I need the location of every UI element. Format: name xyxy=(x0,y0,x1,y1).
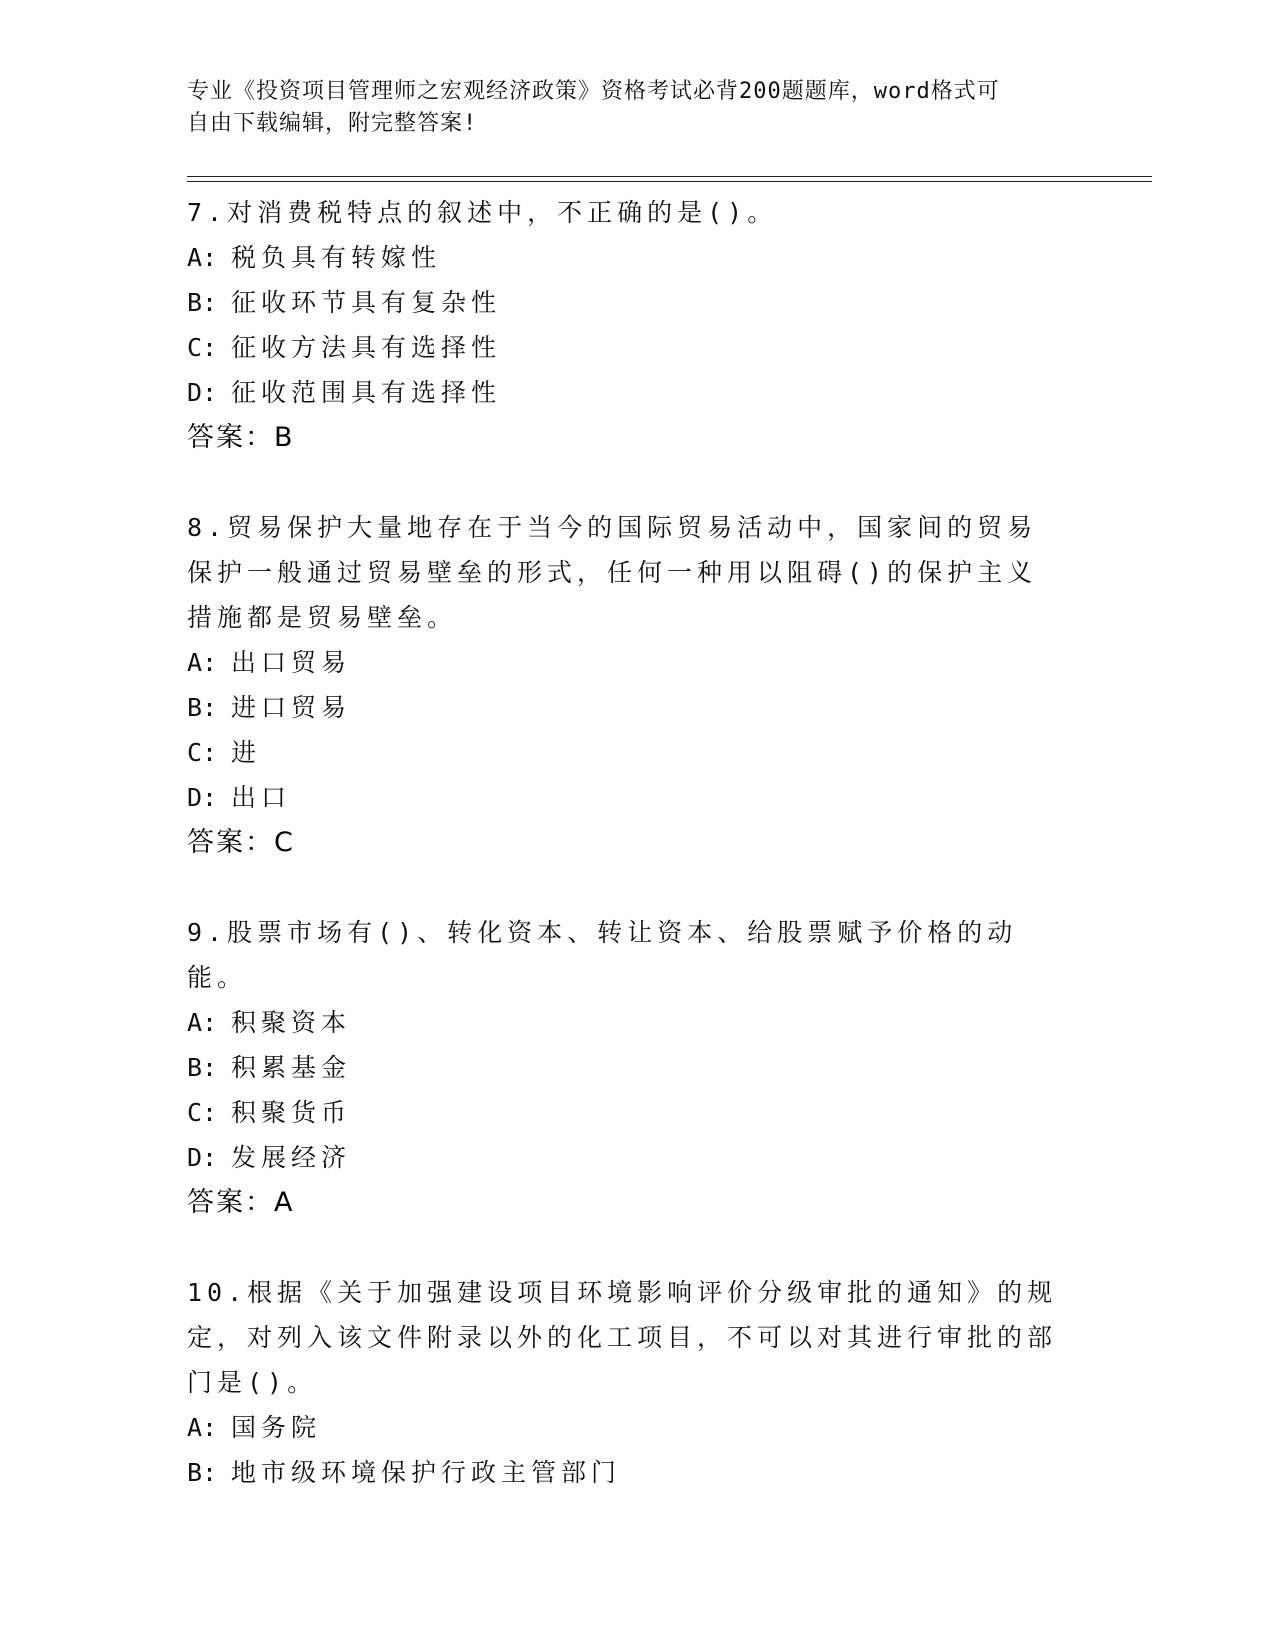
option-text: 税负具有转嫁性 xyxy=(231,243,442,272)
option-c xyxy=(187,325,1067,370)
option-c xyxy=(187,1090,1067,1135)
option-text: 发展经济 xyxy=(231,1143,352,1172)
option-text: 出口贸易 xyxy=(231,648,352,677)
question-7 xyxy=(187,190,1067,461)
option-b xyxy=(187,1450,1067,1495)
option-label: D: xyxy=(187,783,218,812)
header-divider-bottom xyxy=(187,181,1152,182)
option-text: 征收环节具有复杂性 xyxy=(231,288,502,317)
option-text: 进 xyxy=(231,738,262,767)
question-text: 7.对消费税特点的叙述中，不正确的是()。 xyxy=(187,198,778,227)
option-b xyxy=(187,1045,1067,1090)
option-d xyxy=(187,1135,1067,1180)
answer: 答案：B xyxy=(187,422,295,453)
option-label: B: xyxy=(187,1053,218,1082)
question-text: 10.根据《关于加强建设项目环境影响评价分级审批的通知》的规定，对列入该文件附录以外的化工项目，不可以对其进行审批的部门是()。 xyxy=(187,1278,1058,1397)
option-label: A: xyxy=(187,1008,218,1037)
document-header xyxy=(187,76,1067,140)
option-label: D: xyxy=(187,1143,218,1172)
option-a xyxy=(187,640,1067,685)
question-8 xyxy=(187,505,1067,866)
option-b xyxy=(187,280,1067,325)
answer: 答案：C xyxy=(187,827,295,858)
option-label: C: xyxy=(187,738,218,767)
question-text: 9.股票市场有()、转化资本、转让资本、给股票赋予价格的动能。 xyxy=(187,918,1018,992)
option-text: 积聚资本 xyxy=(231,1008,352,1037)
option-d xyxy=(187,775,1067,820)
option-label: B: xyxy=(187,288,218,317)
option-label: B: xyxy=(187,1458,218,1487)
option-label: B: xyxy=(187,693,218,722)
option-text: 出口 xyxy=(231,783,292,812)
header-divider-top xyxy=(187,176,1152,177)
option-text: 征收方法具有选择性 xyxy=(231,333,502,362)
question-list xyxy=(187,190,1067,1539)
option-label: A: xyxy=(187,243,218,272)
question-text: 8.贸易保护大量地存在于当今的国际贸易活动中，国家间的贸易保护一般通过贸易壁垒的形式，任何一种用以阻碍()的保护主义措施都是贸易壁垒。 xyxy=(187,513,1038,632)
option-text: 地市级环境保护行政主管部门 xyxy=(231,1458,622,1487)
answer: 答案：A xyxy=(187,1187,295,1218)
header-line-1: 专业《投资项目管理师之宏观经济政策》资格考试必背200题题库，word格式可 xyxy=(187,79,1000,104)
option-a xyxy=(187,1000,1067,1045)
option-label: D: xyxy=(187,378,218,407)
question-10 xyxy=(187,1270,1067,1495)
option-c xyxy=(187,730,1067,775)
option-a xyxy=(187,235,1067,280)
option-d xyxy=(187,370,1067,415)
option-label: A: xyxy=(187,1413,218,1442)
option-label: C: xyxy=(187,1098,218,1127)
option-text: 进口贸易 xyxy=(231,693,352,722)
option-text: 征收范围具有选择性 xyxy=(231,378,502,407)
option-text: 积累基金 xyxy=(231,1053,352,1082)
question-9 xyxy=(187,910,1067,1226)
option-label: A: xyxy=(187,648,218,677)
header-line-2: 自由下载编辑，附完整答案! xyxy=(187,111,478,136)
option-text: 积聚货币 xyxy=(231,1098,352,1127)
option-text: 国务院 xyxy=(231,1413,322,1442)
option-a xyxy=(187,1405,1067,1450)
option-b xyxy=(187,685,1067,730)
option-label: C: xyxy=(187,333,218,362)
